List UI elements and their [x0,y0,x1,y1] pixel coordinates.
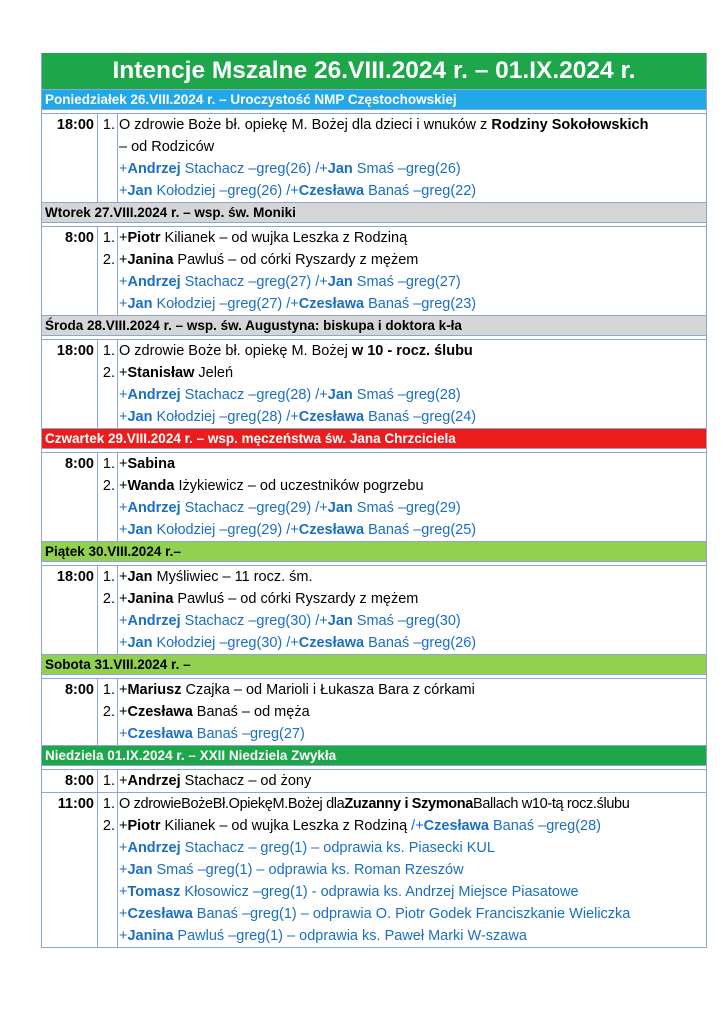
intention-text: + [119,500,128,516]
intention-name: Zuzanny i Szymona [344,796,474,812]
intention-numbers [98,453,118,541]
day-header: Sobota 31.VIII.2024 r. – [42,655,706,675]
intention-text: Smaś –greg(1) – odprawia ks. Roman Rzeszów [152,862,464,878]
intention-line [119,249,706,271]
intention-name: Sabina [127,456,176,472]
intention-text: + [119,522,128,538]
intention-name: Czesława [127,906,193,922]
intention-line [119,136,706,158]
mass-intentions-sheet [41,53,707,948]
intention-text: Stachacz – greg(1) – odprawia ks. Piasecki KUL [180,840,495,856]
intention-text: + [119,456,128,472]
intention-line [119,881,706,903]
intention-text: Smaś –greg(29) [352,500,461,516]
intention-name: Piotr [127,230,161,246]
intention-text: + [119,906,128,922]
intention-line [119,362,706,384]
intention-line [119,925,706,947]
intention-text: + [119,409,128,425]
intention-text: Myśliwiec – 11 rocz. śm. [152,569,313,585]
intention-text: + [119,569,128,585]
page-title: Intencje Mszalne 26.VIII.2024 r. – 01.IX.2024 r. [42,53,706,90]
intention-texts [118,770,706,792]
intention-name: Janina [127,591,174,607]
intention-name: Jan [327,161,353,177]
intention-numbers [98,770,118,792]
intention-name: Stanisław [127,365,195,381]
intention-name: Andrzej [127,613,181,629]
intention-text: + [119,161,128,177]
intention-name: Jan [127,409,153,425]
intention-name: Janina [127,252,174,268]
intention-line [119,293,706,315]
intention-number [98,903,117,925]
intention-texts [118,453,706,541]
mass-block [42,340,706,429]
intention-text: Banaś –greg(26) [364,635,477,651]
intention-number [98,837,117,859]
intention-line [119,837,706,859]
intention-name: Andrzej [127,840,181,856]
intention-number [98,271,117,293]
day-header: Środa 28.VIII.2024 r. – wsp. św. Augustyna: biskupa i doktora k-ła [42,316,706,336]
intention-name: Andrzej [127,274,181,290]
intention-text: Kołodziej –greg(27) /+ [152,296,299,312]
intention-number [98,859,117,881]
intention-text: Kołodziej –greg(30) /+ [152,635,299,651]
intention-text: + [119,704,128,720]
intention-number [98,610,117,632]
intention-number [98,723,117,745]
intention-line [119,114,706,136]
intention-text: + [119,682,128,698]
intention-text: Stachacz –greg(28) /+ [180,387,328,403]
intention-name: Wanda [127,478,175,494]
intention-name: Jan [127,862,153,878]
intention-number [98,293,117,315]
intention-line [119,610,706,632]
intention-name: Czesława [298,409,365,425]
day-header: Czwartek 29.VIII.2024 r. – wsp. męczeństwa św. Jana Chrzciciela [42,429,706,449]
intention-texts [118,566,706,654]
intention-number [98,180,117,202]
intention-text: + [119,818,128,834]
intention-number [98,384,117,406]
intention-name: Jan [327,274,353,290]
intention-text: + [119,274,128,290]
intention-text: + [119,365,128,381]
intention-line [119,770,706,792]
intention-name: Czesława [127,726,193,742]
intention-line [119,903,706,925]
intention-line [119,793,706,815]
intention-text: + [119,884,128,900]
intention-name: Rodziny Sokołowskich [491,117,649,133]
intention-numbers [98,340,118,428]
mass-block [42,770,706,793]
intention-number [98,519,117,541]
mass-time: 8:00 [42,679,98,745]
mass-block [42,679,706,746]
intention-numbers [98,566,118,654]
intention-number: 1. [102,773,115,789]
intention-number: 1. [102,796,115,812]
day-header: Niedziela 01.IX.2024 r. – XXII Niedziela Zwykła [42,746,706,766]
intention-text: Stachacz – od żony [180,773,312,789]
mass-block [42,793,706,948]
day-header: Piątek 30.VIII.2024 r.– [42,542,706,562]
intention-line [119,475,706,497]
intention-line [119,859,706,881]
intention-name: Tomasz [127,884,181,900]
intention-text: Banaś –greg(22) [364,183,477,199]
intention-number: 2. [102,252,115,268]
intention-texts [118,793,706,947]
intention-number [98,136,117,158]
intention-number: 1. [102,682,115,698]
intention-line [119,271,706,293]
intention-text: Ballach w10-tą rocz.ślubu [473,796,630,812]
intention-text: Smaś –greg(28) [352,387,461,403]
intention-line [119,701,706,723]
intention-name: Andrzej [127,500,181,516]
intention-text: Stachacz –greg(26) /+ [180,161,328,177]
intention-name: Andrzej [127,387,181,403]
intention-line [119,158,706,180]
intention-line [119,566,706,588]
intention-number: 1. [102,230,115,246]
intention-line [119,679,706,701]
intention-text: Kłosowicz –greg(1) - odprawia ks. Andrzej Miejsce Piasatowe [180,884,579,900]
intention-text: O zdrowie Boże bł. opiekę M. Bożej dla dzieci i wnuków z [119,117,492,133]
intention-text: Iżykiewicz – od uczestników pogrzebu [174,478,424,494]
intention-text: O zdrowie Boże bł. opiekę M. Bożej [119,343,352,359]
intention-number: 1. [102,456,115,472]
intention-text: Kołodziej –greg(26) /+ [152,183,299,199]
intention-name: Czesława [298,522,365,538]
intention-text: Banaś –greg(24) [364,409,477,425]
intention-text: + [119,252,128,268]
intention-name: Jan [127,522,153,538]
intention-name: Jan [127,569,153,585]
intention-text: O zdrowieBożeBł.OpiekęM.Bożej dla [119,796,345,812]
intention-number: 2. [102,478,115,494]
intention-text: – od Rodziców [119,139,215,155]
intention-line [119,406,706,428]
mass-time: 8:00 [42,227,98,315]
intention-number [98,497,117,519]
intention-name: Jan [327,613,353,629]
intention-text: Stachacz –greg(30) /+ [180,613,328,629]
intention-text: + [119,726,128,742]
intention-text: + [119,862,128,878]
intention-text: Czajka – od Marioli i Łukasza Bara z córkami [181,682,475,698]
intention-name: Jan [127,183,153,199]
mass-time: 8:00 [42,453,98,541]
intention-name: Piotr [127,818,161,834]
intention-text: /+ [411,818,424,834]
intention-name: Jan [327,500,353,516]
intention-line [119,384,706,406]
intention-text: Banaś –greg(28) [488,818,602,834]
intention-text: + [119,613,128,629]
intention-text: Banaś –greg(23) [364,296,477,312]
mass-time: 18:00 [42,340,98,428]
days-container [42,90,706,948]
mass-time: 18:00 [42,566,98,654]
intention-text: Kilianek – od wujka Leszka z Rodziną [160,818,412,834]
mass-time: 11:00 [42,793,98,947]
intention-text: + [119,296,128,312]
intention-text: + [119,928,128,944]
intention-number: 2. [102,704,115,720]
mass-block [42,114,706,203]
intention-texts [118,227,706,315]
mass-time: 18:00 [42,114,98,202]
intention-text: Smaś –greg(26) [352,161,461,177]
intention-text: Pawluś –greg(1) – odprawia ks. Paweł Marki W-szawa [173,928,527,944]
intention-texts [118,340,706,428]
intention-numbers [98,793,118,947]
intention-name: Czesława [298,296,365,312]
mass-block [42,453,706,542]
intention-texts [118,679,706,745]
intention-text: Kilianek – od wujka Leszka z Rodziną [160,230,408,246]
intention-line [119,815,706,837]
intention-text: Kołodziej –greg(28) /+ [152,409,299,425]
intention-numbers [98,114,118,202]
intention-name: Czesława [127,704,193,720]
intention-text: + [119,635,128,651]
intention-text: + [119,230,128,246]
intention-number: 1. [102,117,115,133]
intention-number [98,406,117,428]
intention-name: Czesława [423,818,489,834]
intention-line [119,453,706,475]
day-header: Poniedziałek 26.VIII.2024 r. – Uroczystość NMP Częstochowskiej [42,90,706,110]
intention-text: + [119,591,128,607]
intention-number: 2. [102,591,115,607]
intention-number: 1. [102,569,115,585]
intention-number [98,158,117,180]
intention-text: Pawluś – od córki Ryszardy z mężem [173,591,419,607]
intention-name: w 10 - rocz. ślubu [351,343,473,359]
intention-name: Andrzej [127,773,181,789]
intention-numbers [98,679,118,745]
intention-number: 2. [102,818,115,834]
intention-name: Czesława [298,635,365,651]
intention-number [98,632,117,654]
intention-text: + [119,183,128,199]
intention-text: Banaś –greg(27) [192,726,305,742]
intention-text: + [119,773,128,789]
day-header: Wtorek 27.VIII.2024 r. – wsp. św. Moniki [42,203,706,223]
intention-name: Jan [127,635,153,651]
intention-text: + [119,840,128,856]
intention-text: Smaś –greg(30) [352,613,461,629]
intention-text: Banaś –greg(25) [364,522,477,538]
intention-text: + [119,387,128,403]
intention-text: Pawluś – od córki Ryszardy z mężem [173,252,419,268]
intention-line [119,588,706,610]
intention-line [119,227,706,249]
intention-text: Smaś –greg(27) [352,274,461,290]
intention-number [98,925,117,947]
intention-text: Kołodziej –greg(29) /+ [152,522,299,538]
intention-line [119,180,706,202]
intention-name: Janina [127,928,174,944]
intention-text: Stachacz –greg(29) /+ [180,500,328,516]
intention-number: 2. [102,365,115,381]
mass-time: 8:00 [42,770,98,792]
intention-name: Jan [327,387,353,403]
intention-number [98,881,117,903]
intention-text: Jeleń [194,365,234,381]
mass-block [42,566,706,655]
intention-numbers [98,227,118,315]
intention-name: Mariusz [127,682,182,698]
intention-text: Stachacz –greg(27) /+ [180,274,328,290]
intention-text: Banaś –greg(1) – odprawia O. Piotr Godek Franciszkanie Wieliczka [192,906,631,922]
mass-block [42,227,706,316]
intention-line [119,723,706,745]
intention-line [119,519,706,541]
intention-name: Andrzej [127,161,181,177]
intention-name: Czesława [298,183,365,199]
intention-text: Banaś – od męża [192,704,310,720]
intention-name: Jan [127,296,153,312]
intention-texts [118,114,706,202]
intention-text: + [119,478,128,494]
intention-number: 1. [102,343,115,359]
intention-line [119,497,706,519]
intention-line [119,340,706,362]
intention-line [119,632,706,654]
